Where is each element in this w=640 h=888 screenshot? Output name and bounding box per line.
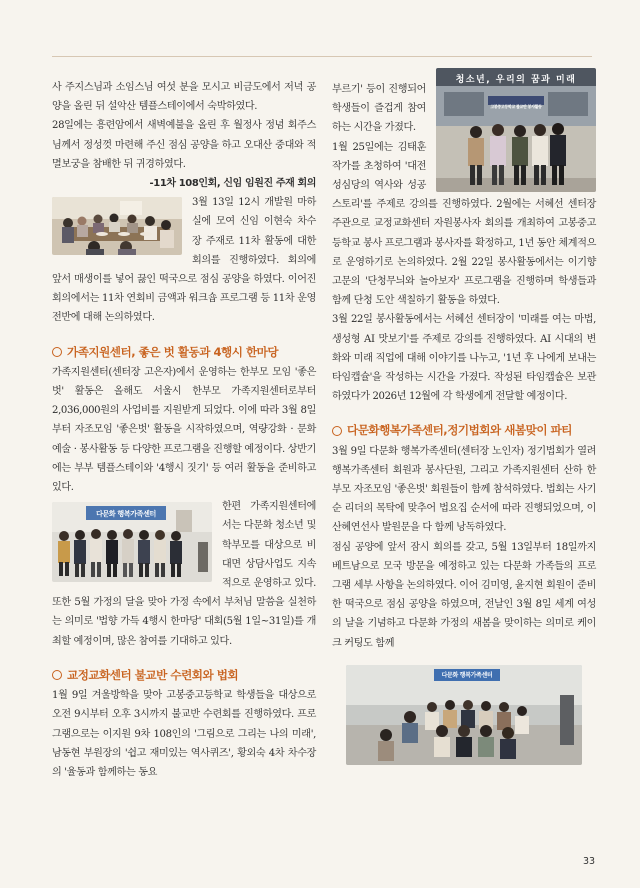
family-center-banner-text: 다문화 행복가족센터 — [96, 510, 156, 519]
section-2-heading — [52, 666, 316, 685]
youth-dream-photo — [436, 68, 596, 192]
section-1-heading-text: 가족지원센터, 좋은 벗 활동과 4행시 한마당 — [67, 344, 279, 359]
right-column — [332, 68, 596, 765]
section-1-heading — [52, 343, 316, 362]
section-3-para: 3월 9일 다문화 행복가족센터(센터장 노인자) 정기법회가 열려 행복가족센터 회원과 봉사단원, 그리고 가족지원센터 산하 한부모 자조모임 '좋은벗' 회원들이 함께 참석하였다. 법회는 사기순 리더의 목탁에 맞추어 법요집 순서에 따라 진행되었으며, 이산혜연선사 발원문을 다 함께 낭독하였다. — [332, 445, 596, 534]
circle-bullet-icon — [332, 426, 342, 436]
section-3-heading — [332, 421, 596, 440]
page-number: 33 — [583, 856, 596, 867]
right-para-3: 3월 22일 봉사활동에서는 서혜선 센터장이 '미래를 여는 마법, 생성형 AI 맛보기'를 주제로 강의를 진행하였다. AI 시대의 변화와 미래 직업에 대해 이야기를 나누고, '1년 후 나에게 보내는 타임캡슐'을 작성하는 시간을 가졌다. 작성된 타임캡슐은 보관하였다가 2026년 12월에 각 학생에게 전달할 예정이다. — [332, 314, 596, 403]
top-rule — [52, 56, 592, 57]
family-center-photo — [52, 502, 212, 582]
section-3-para-b: 점심 공양에 앞서 잠시 회의를 갖고, 5월 13일부터 18일까지 베트남으로 모국 방문을 예정하고 있는 다문화 가족들의 프로그램 세부 사항을 논의하였다. 이어 김미영, 윤지현 회원이 준비한 떡국으로 점심 공양을 하였으며, 전날인 3월 8일 세계 여성의 날을 기념하고 다문화 가정의 새봄을 맞이하는 의미로 케이크 커팅도 함께 — [332, 541, 596, 649]
circle-bullet-icon — [52, 670, 62, 680]
circle-bullet-icon — [52, 347, 62, 357]
meeting-title: -11차 108인회, 신임 임원진 주재 회의 — [149, 178, 316, 190]
left-column — [52, 78, 316, 782]
family-center-photo-image — [52, 502, 212, 582]
section-2-heading-text: 교정교화센터 불교반 수련회와 법회 — [67, 667, 239, 682]
left-para-3: 3월 13일 12시 개발원 마하실에 모여 신임 이현숙 차수장 주재로 11차 활동에 대한 회의를 진행하였다. 회의에 앞서 매생이를 넣어 끓인 떡국으로 점심 공양을 하였다. 이어진 회의에서는 11차 연회비 금액과 워크숍 프로그램 등 11차 운영 전반에 대해 논의하였다. — [52, 197, 316, 324]
right-para-2: 1월 25일에는 김태훈 작가를 초청하여 '대전 성심당의 역사와 성공 스토리'를 주제로 강의를 진행하였다. 2월에는 서혜선 센터장 주관으로 교정교화센터 자원봉사자 회의를 개최하여 고봉중고등학교 봉사 프로그램과 봉사자를 확정하고, 1년 동안 체계적으로 운영하기로 논의하였다. 2월 22일 봉사활동에서는 이기향 고문의 '단청무늬와 놀아보자' 프로그램을 진행하며 학생들과 함께 단청 도안 색칠하기 활동을 하였다. — [332, 141, 596, 307]
multicultural-banner-text: 다문화 행복가족센터 — [441, 671, 493, 679]
left-para-2: 28일에는 흥련암에서 새벽예불을 올린 후 월정사 정념 회주스님께서 정성껏 마련해 주신 점심 공양을 하고 오대산 중대와 적멸보궁을 참배한 뒤 귀경하였다. — [52, 120, 316, 170]
left-para-1: 사 주지스님과 소임스님 여섯 분을 모시고 비금도에서 저녁 공양을 올린 뒤 설악산 템플스테이에서 숙박하였다. — [52, 82, 316, 113]
meeting-photo — [52, 197, 182, 255]
section-1-para-a: 가족지원센터(센터장 고은자)에서 운영하는 한부모 모임 '좋은벗' 활동은 올해도 서울시 한부모 가족지원센터로부터 2,036,000원의 사업비를 지원받게 되었다. 이에 따라 3월 8일부터 자조모임 '좋은벗' 활동을 시작하였으며, 역량강화 · 문화예술 · 봉사활동 등 다양한 프로그램을 진행할 예정이다. 상반기에는 부부 템플스테이와 '4행시 짓기' 등 여러 활동을 준비하고 있다. — [52, 366, 316, 494]
multicultural-party-photo — [346, 665, 582, 765]
section-2-para: 1월 9일 겨울방학을 맞아 고봉중고등학교 학생들을 대상으로 오전 9시부터 오후 3시까지 불교반 수련회를 진행하였다. 프로그램으로는 이지원 9차 108인의 '그림으로 그리는 나의 미래', 남동현 부원장의 '쉽고 재미있는 역사퀴즈', 황외숙 4차 차수장의 '율동과 함께하는 동요 — [52, 690, 316, 778]
section-3-heading-text: 다문화행복가족센터,정기법회와 새봄맞이 파티 — [347, 423, 572, 438]
multicultural-party-photo-image — [346, 665, 582, 765]
right-para-1: 부르기' 등이 진행되어 학생들이 즐겁게 참여하는 시간을 가졌다. — [332, 84, 426, 134]
youth-dream-sign: 고봉중고등학교 불교반 봉사활동 — [490, 104, 542, 109]
section-1-para-b: 한편 가족지원센터에서는 다문화 청소년 및 학부모를 대상으로 비대면 상담사업도 지속적으로 운영하고 있다. 또한 5월 가정의 달을 맞아 가정 속에서 부처님 말씀을 실천하는 의미로 '법향 가득 4행시 한마당' 대회(5월 1일~31일)를 개최할 예정이며, 많은 참여를 기대하고 있다. — [52, 501, 316, 647]
meeting-photo-image — [52, 197, 182, 255]
youth-dream-banner: 청소년, 우리의 꿈과 미래 — [455, 75, 577, 85]
